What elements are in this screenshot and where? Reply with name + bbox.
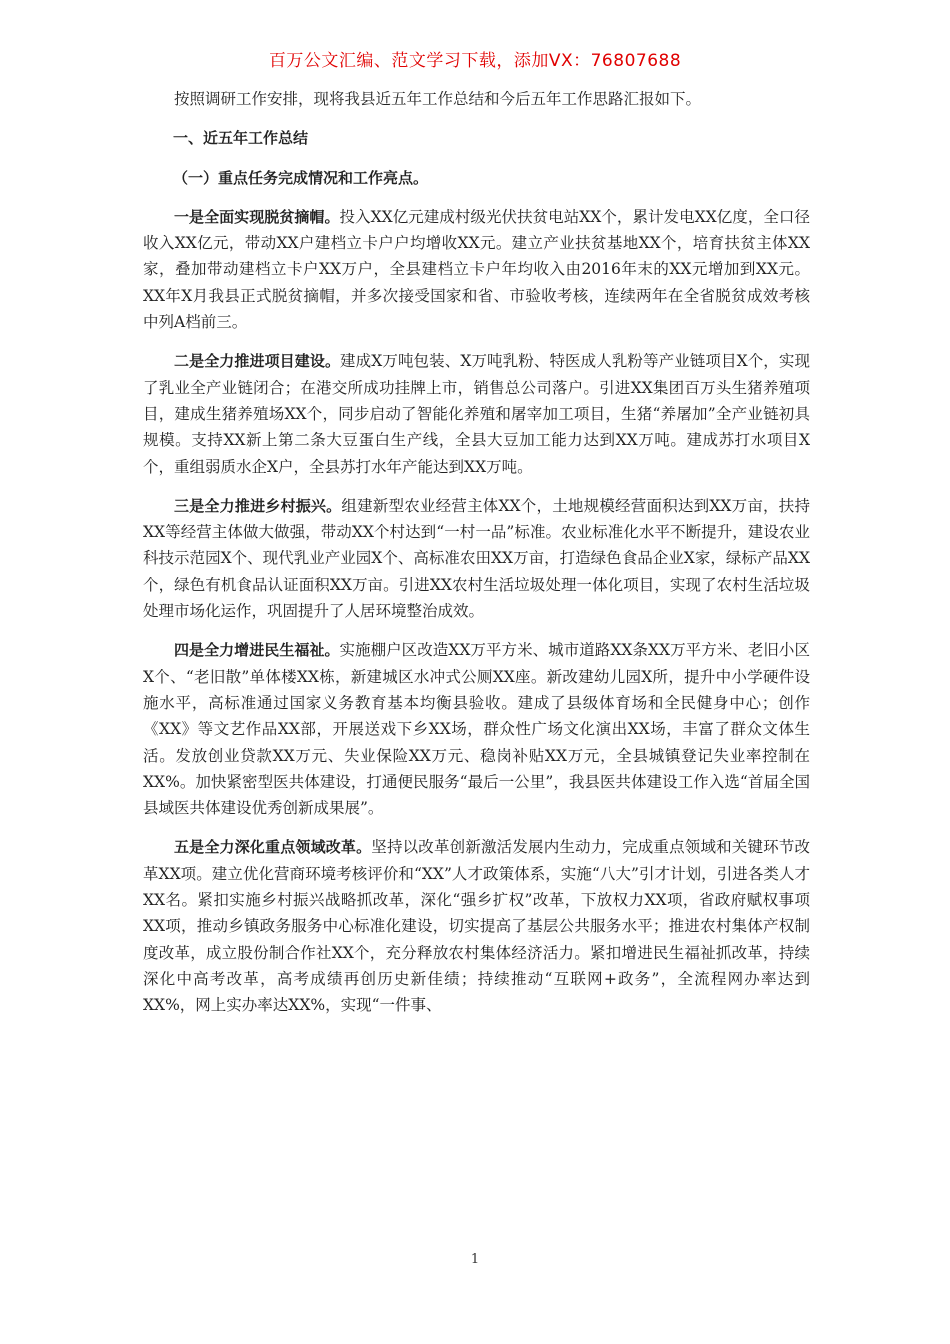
- paragraph-body: 建成X万吨包装、X万吨乳粉、特医成人乳粉等产业链项目X个，实现了乳业全产业链闭合；在港交所成功挂牌上市，销售总公司落户。引进XX集团百万头生猪养殖项目，建成生猪养殖场XX个，同步启动了智能化养殖和屠宰加工项目，生猪“养屠加”全产业链初具规模。支持XX新上第二条大豆蛋白生产线，全县大豆加工能力达到XX万吨。建成苏打水项目X个，重组弱质水企X户，全县苏打水年产能达到XX万吨。: [143, 352, 810, 476]
- paragraph-4: [143, 637, 810, 821]
- paragraph-lead: 三是全力推进乡村振兴。: [174, 496, 342, 515]
- paragraph-lead: 一是全面实现脱贫摘帽。: [174, 207, 340, 226]
- paragraph-5: [143, 834, 810, 1018]
- paragraph-body: 投入XX亿元建成村级光伏扶贫电站XX个，累计发电XX亿度，全口径收入XX亿元，带动XX户建档立卡户户均增收XX元。建立产业扶贫基地XX个，培育扶贫主体XX家，叠加带动建档立卡户XX万户，全县建档立卡户年均收入由2016年末的XX元增加到XX元。XX年X月我县正式脱贫摘帽，并多次接受国家和省、市验收考核，连续两年在全省脱贫成效考核中列A档前三。: [143, 207, 810, 332]
- document-body: [143, 86, 810, 1019]
- watermark-header: 百万公文汇编、范文学习下载，添加VX：76807688: [268, 51, 682, 71]
- paragraph-lead: 四是全力增进民生福祉。: [174, 641, 340, 660]
- intro-paragraph: 按照调研工作安排，现将我县近五年工作总结和今后五年工作思路汇报如下。: [174, 90, 702, 108]
- paragraph-lead: 二是全力推进项目建设。: [174, 352, 341, 371]
- paragraph-2: [143, 348, 810, 479]
- paragraph-3: [143, 493, 810, 624]
- paragraph-lead: 五是全力深化重点领域改革。: [174, 838, 372, 857]
- paragraph-1: [143, 204, 810, 335]
- paragraph-body: 坚持以改革创新激活发展内生动力，完成重点领域和关键环节改革XX项。建立优化营商环境考核评价和“XX”人才政策体系，实施“八大”引才计划，引进各类人才XX名。紧扣实施乡村振兴战略抓改革，深化“强乡扩权”改革，下放权力XX项，省政府赋权事项XX项，推动乡镇政务服务中心标准化建设，切实提高了基层公共服务水平；推进农村集体产权制度改革，成立股份制合作社XX个，充分释放农村集体经济活力。紧扣增进民生福祉抓改革，持续深化中高考改革，高考成绩再创历史新佳绩；持续推动“互联网+政务”，全流程网办率达到XX%，网上实办率达XX%，实现“一件事、: [143, 838, 810, 1015]
- paragraph-body: 组建新型农业经营主体XX个，土地规模经营面积达到XX万亩，扶持XX等经营主体做大做强，带动XX个村达到“一村一品”标准。农业标准化水平不断提升，建设农业科技示范园X个、现代乳业产业园X个、高标准农田XX万亩，打造绿色食品企业X家，绿标产品XX个，绿色有机食品认证面积XX万亩。引进XX农村生活垃圾处理一体化项目，实现了农村生活垃圾处理市场化运作，巩固提升了人居环境整治成效。: [143, 496, 810, 621]
- page-number: 1: [470, 1252, 480, 1267]
- section-heading: 一、近五年工作总结: [173, 129, 309, 148]
- paragraph-body: 实施棚户区改造XX万平方米、城市道路XX条XX万平方米、老旧小区X个、“老旧散”单体楼XX栋，新建城区水冲式公厕XX座。新改建幼儿园X所，提升中小学硬件设施水平，高标准通过国家义务教育基本均衡县验收。建成了县级体育场和全民健身中心；创作《XX》等文艺作品XX部，开展送戏下乡XX场，群众性广场文化演出XX场，丰富了群众文体生活。发放创业贷款XX万元、失业保险XX万元、稳岗补贴XX万元，全县城镇登记失业率控制在XX%。加快紧密型医共体建设，打通便民服务“最后一公里”，我县医共体建设工作入选“首届全国县域医共体建设优秀创新成果展”。: [143, 641, 810, 818]
- subsection-heading: （一）重点任务完成情况和工作亮点。: [173, 168, 429, 187]
